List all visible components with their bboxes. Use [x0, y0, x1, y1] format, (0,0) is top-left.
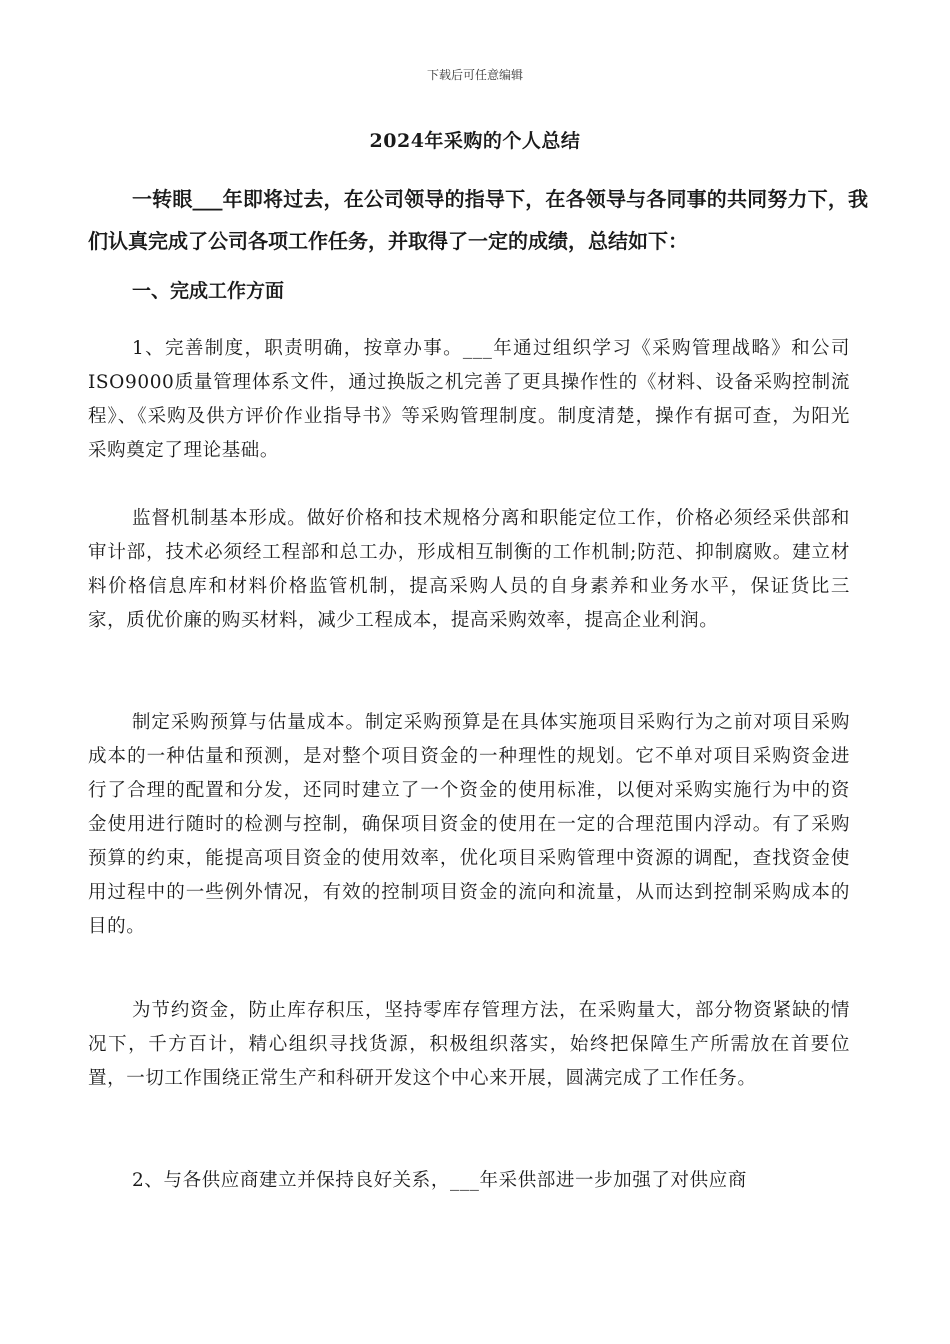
intro-paragraph: 一转眼___年即将过去，在公司领导的指导下，在各领导与各同事的共同努力下，我们认真完成了公司各项工作任务，并取得了一定的成绩，总结如下：	[88, 187, 868, 253]
section-heading: 一、完成工作方面	[132, 280, 285, 302]
document-title: 2024年采购的个人总结	[369, 130, 581, 152]
body-paragraph: 为节约资金，防止库存积压，坚持零库存管理方法，在采购量大，部分物资紧缺的情况下，千方百计，精心组织寻找货源，积极组织落实，始终把保障生产所需放在首要位置，一切工作围绕正常生产和科研开发这个中心来开展，圆满完成了工作任务。	[88, 1000, 850, 1089]
body-paragraph: 2、与各供应商建立并保持良好关系，___年采供部进一步加强了对供应商	[132, 1170, 747, 1191]
body-paragraph: 制定采购预算与估量成本。制定采购预算是在具体实施项目采购行为之前对项目采购成本的一种估量和预测，是对整个项目资金的一种理性的规划。它不单对项目采购资金进行了合理的配置和分发，还同时建立了一个资金的使用标准，以便对采购实施行为中的资金使用进行随时的检测与控制，确保项目资金的使用在一定的合理范围内浮动。有了采购预算的约束，能提高项目资金的使用效率，优化项目采购管理中资源的调配，查找资金使用过程中的一些例外情况，有效的控制项目资金的流向和流量，从而达到控制采购成本的目的。	[88, 712, 850, 937]
page-header: 下载后可任意编辑	[426, 68, 523, 82]
body-paragraph: 监督机制基本形成。做好价格和技术规格分离和职能定位工作，价格必须经采供部和审计部，技术必须经工程部和总工办，形成相互制衡的工作机制;防范、抑制腐败。建立材料价格信息库和材料价格监管机制，提高采购人员的自身素养和业务水平，保证货比三家，质优价廉的购买材料，减少工程成本，提高采购效率，提高企业利润。	[88, 508, 850, 631]
body-paragraph: 1、完善制度，职责明确，按章办事。___年通过组织学习《采购管理战略》和公司ISO9000质量管理体系文件，通过换版之机完善了更具操作性的《材料、设备采购控制流程》、《采购及供方评价作业指导书》等采购管理制度。制度清楚，操作有据可查，为阳光采购奠定了理论基础。	[88, 338, 850, 461]
